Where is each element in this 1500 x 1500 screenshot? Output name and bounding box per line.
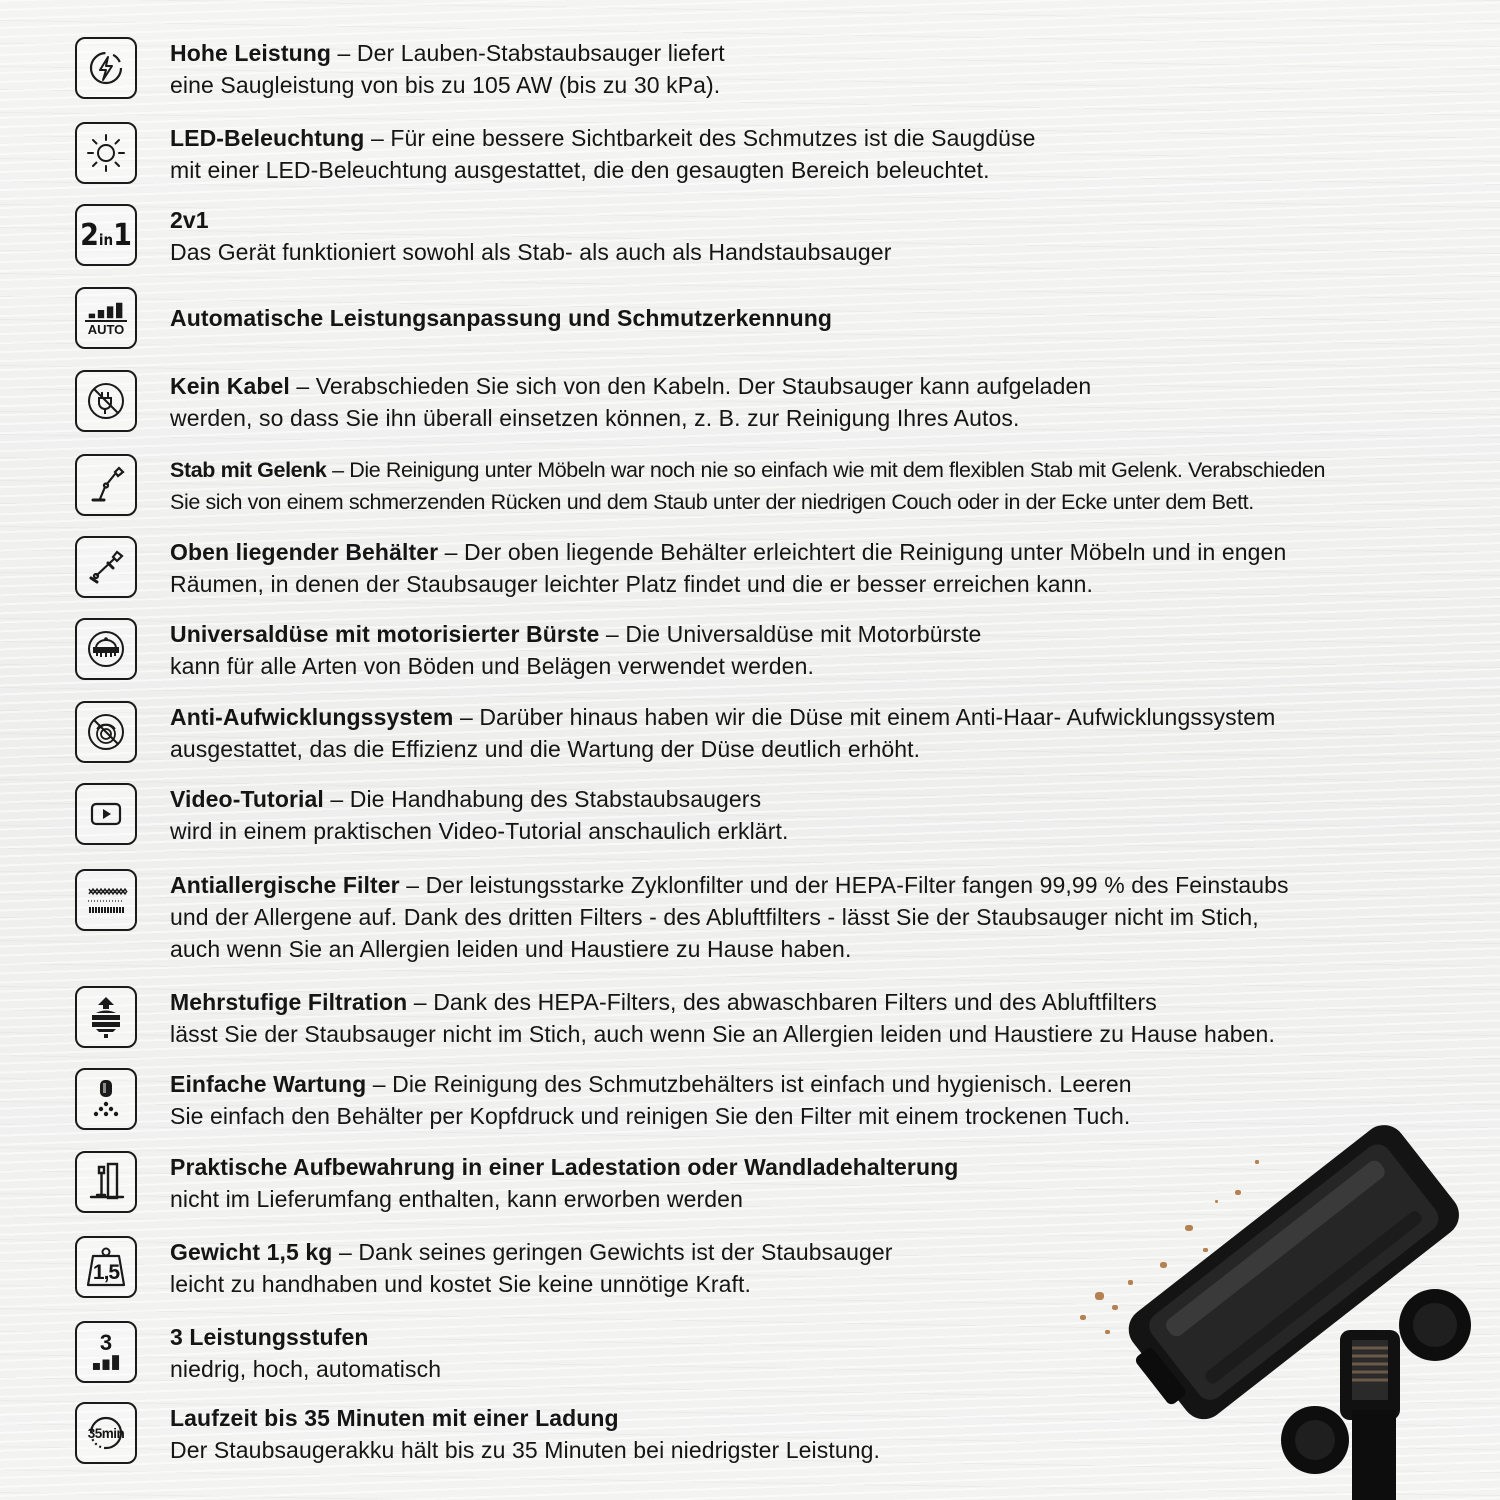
feature-title: Hohe Leistung [170, 40, 332, 66]
feature-text [170, 454, 1480, 518]
feature-line: lässt Sie der Staubsauger nicht im Stich, auch wenn Sie an Allergien leiden und Haustiere zu Hause haben. [170, 1021, 1275, 1047]
feature-line: Der Staubsaugerakku hält bis zu 35 Minuten bei niedrigster Leistung. [170, 1437, 880, 1463]
feature-line: Der Lauben-Stabstaubsauger liefert [356, 40, 725, 66]
sun-icon [75, 122, 137, 184]
feature-line: Die Universaldüse mit Motorbürste [625, 621, 982, 647]
auto-power-icon [75, 287, 137, 349]
feature-text [170, 204, 1480, 268]
brush-nozzle-icon [75, 618, 137, 680]
feature-line: Sie sich von einem schmerzenden Rücken und dem Staub unter der niedrigen Couch oder in der Ecke unter dem Bett. [170, 490, 1254, 514]
feature-text [170, 370, 1480, 434]
feature-title: 2v1 [170, 207, 209, 233]
icon-label: in [98, 231, 114, 249]
feature-title: Laufzeit bis 35 Minuten mit einer Ladung [170, 1405, 619, 1431]
charging-station-icon [75, 1151, 137, 1213]
feature-line: niedrig, hoch, automatisch [170, 1356, 442, 1382]
feature-line: Verabschieden Sie sich von den Kabeln. Der Staubsauger kann aufgeladen [315, 373, 1092, 399]
feature-line: auch wenn Sie an Allergien leiden und Haustiere zu Hause haben. [170, 936, 852, 962]
jointed-wand-icon [75, 454, 137, 516]
multi-filter-icon [75, 986, 137, 1048]
separator: – [407, 989, 434, 1015]
feature-title: LED-Beleuchtung [170, 125, 365, 151]
no-cable-icon [75, 370, 137, 432]
separator: – [289, 373, 316, 399]
feature-title: Mehrstufige Filtration [170, 989, 408, 1015]
feature-line: Für eine bessere Sichtbarkeit des Schmutzes ist die Saugdüse [390, 125, 1036, 151]
feature-text [170, 122, 1480, 186]
feature-line: Der leistungsstarke Zyklonfilter und der HEPA-Filter fangen 99,99 % des Feinstaubs [425, 872, 1289, 898]
feature-title: Anti-Aufwicklungssystem [170, 704, 454, 730]
feature-text [170, 618, 1480, 682]
feature-line: Dank seines geringen Gewichts ist der Staubsauger [358, 1239, 893, 1265]
feature-line: Das Gerät funktioniert sowohl als Stab- als auch als Handstaubsauger [170, 239, 892, 265]
feature-text [170, 701, 1480, 765]
icon-label: AUTO [85, 320, 128, 337]
vacuum-nozzle-image [1090, 1090, 1500, 1500]
feature-title: Antiallergische Filter [170, 872, 400, 898]
icon-label: 3 [99, 1330, 113, 1355]
feature-text [170, 783, 1480, 847]
feature-line: Räumen, in denen der Staubsauger leichter Platz findet und die er besser erreichen kann. [170, 571, 1093, 597]
icon-label: 35min [87, 1425, 125, 1441]
feature-line: nicht im Lieferumfang enthalten, kann erworben werden [170, 1186, 743, 1212]
feature-line: und der Allergene auf. Dank des dritten Filters - des Abluftfilters - lässt Sie der Staubsauger nicht im Stich, [170, 904, 1259, 930]
runtime-icon [75, 1402, 137, 1464]
icon-label: 2 [80, 217, 99, 253]
power-levels-icon [75, 1321, 137, 1383]
weight-icon [75, 1236, 137, 1298]
feature-title: Kein Kabel [170, 373, 290, 399]
filter-icon [75, 869, 137, 931]
icon-label: 1,5 [92, 1261, 120, 1284]
separator: – [331, 40, 357, 66]
feature-title: Video-Tutorial [170, 786, 324, 812]
icon-label: 1 [113, 217, 132, 253]
lightning-icon [75, 37, 137, 99]
feature-line: ausgestattet, das die Effizienz und die Wartung der Düse deutlich erhöht. [170, 736, 921, 762]
feature-line: wird in einem praktischen Video-Tutorial anschaulich erklärt. [170, 818, 789, 844]
feature-line: Der oben liegende Behälter erleichtert die Reinigung unter Möbeln und in engen [464, 539, 1287, 565]
feature-line: Sie einfach den Behälter per Kopfdruck und reinigen Sie den Filter mit einem trockenen Tuch. [170, 1103, 1131, 1129]
feature-title: Oben liegender Behälter [170, 539, 439, 565]
feature-title: Einfache Wartung [170, 1071, 367, 1097]
feature-title: Universaldüse mit motorisierter Bürste [170, 621, 600, 647]
feature-line: Die Handhabung des Stabstaubsaugers [349, 786, 762, 812]
separator: – [366, 1071, 393, 1097]
feature-line: Darüber hinaus haben wir die Düse mit einem Anti-Haar- Aufwicklungssystem [479, 704, 1276, 730]
feature-title: 3 Leistungsstufen [170, 1324, 369, 1350]
separator: – [323, 786, 350, 812]
feature-title: Gewicht 1,5 kg [170, 1239, 333, 1265]
feature-title: Stab mit Gelenk [170, 458, 327, 482]
feature-text [170, 986, 1480, 1050]
feature-line: leicht zu handhaben und kostet Sie keine unnötige Kraft. [170, 1271, 752, 1297]
feature-line: kann für alle Arten von Böden und Belägen verwendet werden. [170, 653, 814, 679]
empty-bin-icon [75, 1068, 137, 1130]
separator: – [453, 704, 480, 730]
feature-line: werden, so dass Sie ihn überall einsetzen können, z. B. zur Reinigung Ihres Autos. [170, 405, 1020, 431]
feature-line: Die Reinigung des Schmutzbehälters ist einfach und hygienisch. Leeren [392, 1071, 1132, 1097]
feature-line: Dank des HEPA-Filters, des abwaschbaren Filters und des Abluftfilters [433, 989, 1157, 1015]
feature-line: mit einer LED-Beleuchtung ausgestattet, die den gesaugten Bereich beleuchtet. [170, 157, 990, 183]
feature-title: Automatische Leistungsanpassung und Schmutzerkennung [170, 305, 833, 331]
feature-text [170, 37, 1480, 101]
feature-title: Praktische Aufbewahrung in einer Ladestation oder Wandladehalterung [170, 1154, 959, 1180]
feature-line: Die Reinigung unter Möbeln war noch nie so einfach wie mit dem flexiblen Stab mit Gelenk. Verabschieden [349, 458, 1326, 482]
separator: – [364, 125, 391, 151]
separator: – [399, 872, 426, 898]
feature-line: eine Saugleistung von bis zu 105 AW (bis zu 30 kPa). [170, 72, 721, 98]
video-play-icon [75, 783, 137, 845]
separator: – [326, 458, 350, 482]
separator: – [438, 539, 465, 565]
separator: – [599, 621, 626, 647]
feature-text [170, 302, 1480, 334]
top-container-icon [75, 536, 137, 598]
two-in-one-icon [75, 204, 137, 266]
separator: – [332, 1239, 359, 1265]
feature-text [170, 869, 1480, 965]
feature-text [170, 536, 1480, 600]
anti-tangle-icon [75, 701, 137, 763]
